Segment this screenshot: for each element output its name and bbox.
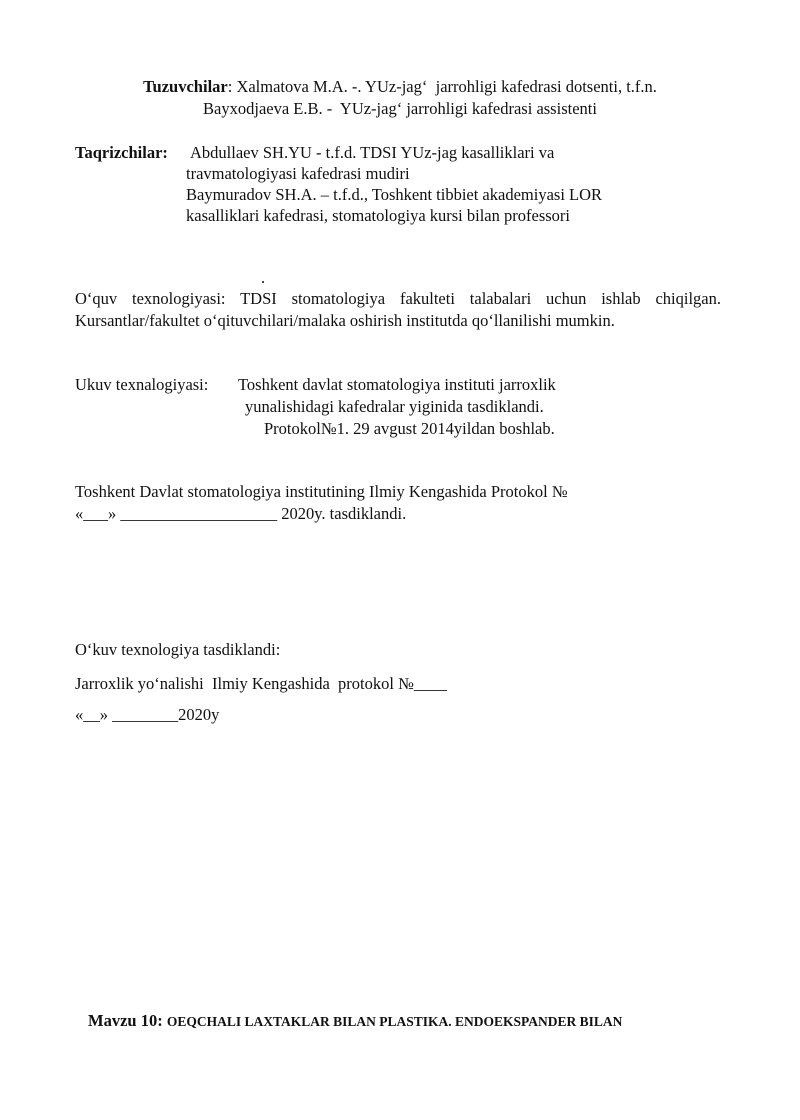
approval-line-1: O‘kuv texnologiya tasdiklandi: [75,640,281,659]
tech2-line-3: Protokol№1. 29 avgust 2014yildan boshlab. [264,419,555,438]
reviewer-line-1: Abdullaev SH.YU - t.f.d. TDSI YUz-jag kasalliklari va [190,143,555,162]
reviewer-line-4: kasalliklari kafedrasi, stomatologiya kursi bilan professori [186,206,570,225]
tech1-line-1: O‘quv texnologiyasi: TDSI stomatologiya fakulteti talabalari uchun ishlab chiqilgan. [75,289,721,308]
authors-first: : Xalmatova M.A. -. YUz-jag‘ jarrohligi kafedrasi dotsenti, t.f.n. [227,77,657,96]
approval-line-3: «__» ________2020y [75,705,220,724]
reviewer-line-2: travmatologiyasi kafedrasi mudiri [186,164,410,183]
council-line-1: Toshkent Davlat stomatologiya institutining Ilmiy Kengashida Protokol № [75,482,568,501]
authors-line-1 [0,79,800,96]
authors-line-2: Bayxodjaeva E.B. - YUz-jag‘ jarrohligi kafedrasi assistenti [203,99,597,118]
topic-title: OEQCHALI LAXTAKLAR BILAN PLASTIKA. ENDOEKSPANDER BILAN [166,1014,623,1029]
council-line-2: «___» ___________________ 2020y. tasdiklandi. [75,504,407,523]
stray-dot: . [261,268,266,287]
tech2-label: Ukuv texnalogiyasi: [75,375,209,394]
topic-heading [88,1013,622,1030]
reviewer-line-3: Baymuradov SH.A. – t.f.d., Toshkent tibbiet akademiyasi LOR [186,185,603,204]
topic-label: Mavzu 10: [88,1011,167,1030]
reviewers-label: Taqrizchilar: [75,143,168,162]
tech2-line-1: Toshkent davlat stomatologiya instituti jarroxlik [238,375,556,394]
authors-label: Tuzuvchilar [143,77,228,96]
approval-line-2: Jarroxlik yo‘nalishi Ilmiy Kengashida protokol №____ [75,674,447,693]
tech2-line-2: yunalishidagi kafedralar yiginida tasdiklandi. [245,397,544,416]
tech1-line-2: Kursantlar/fakultet o‘qituvchilari/malaka oshirish institutda qo‘llanilishi mumkin. [75,311,615,330]
